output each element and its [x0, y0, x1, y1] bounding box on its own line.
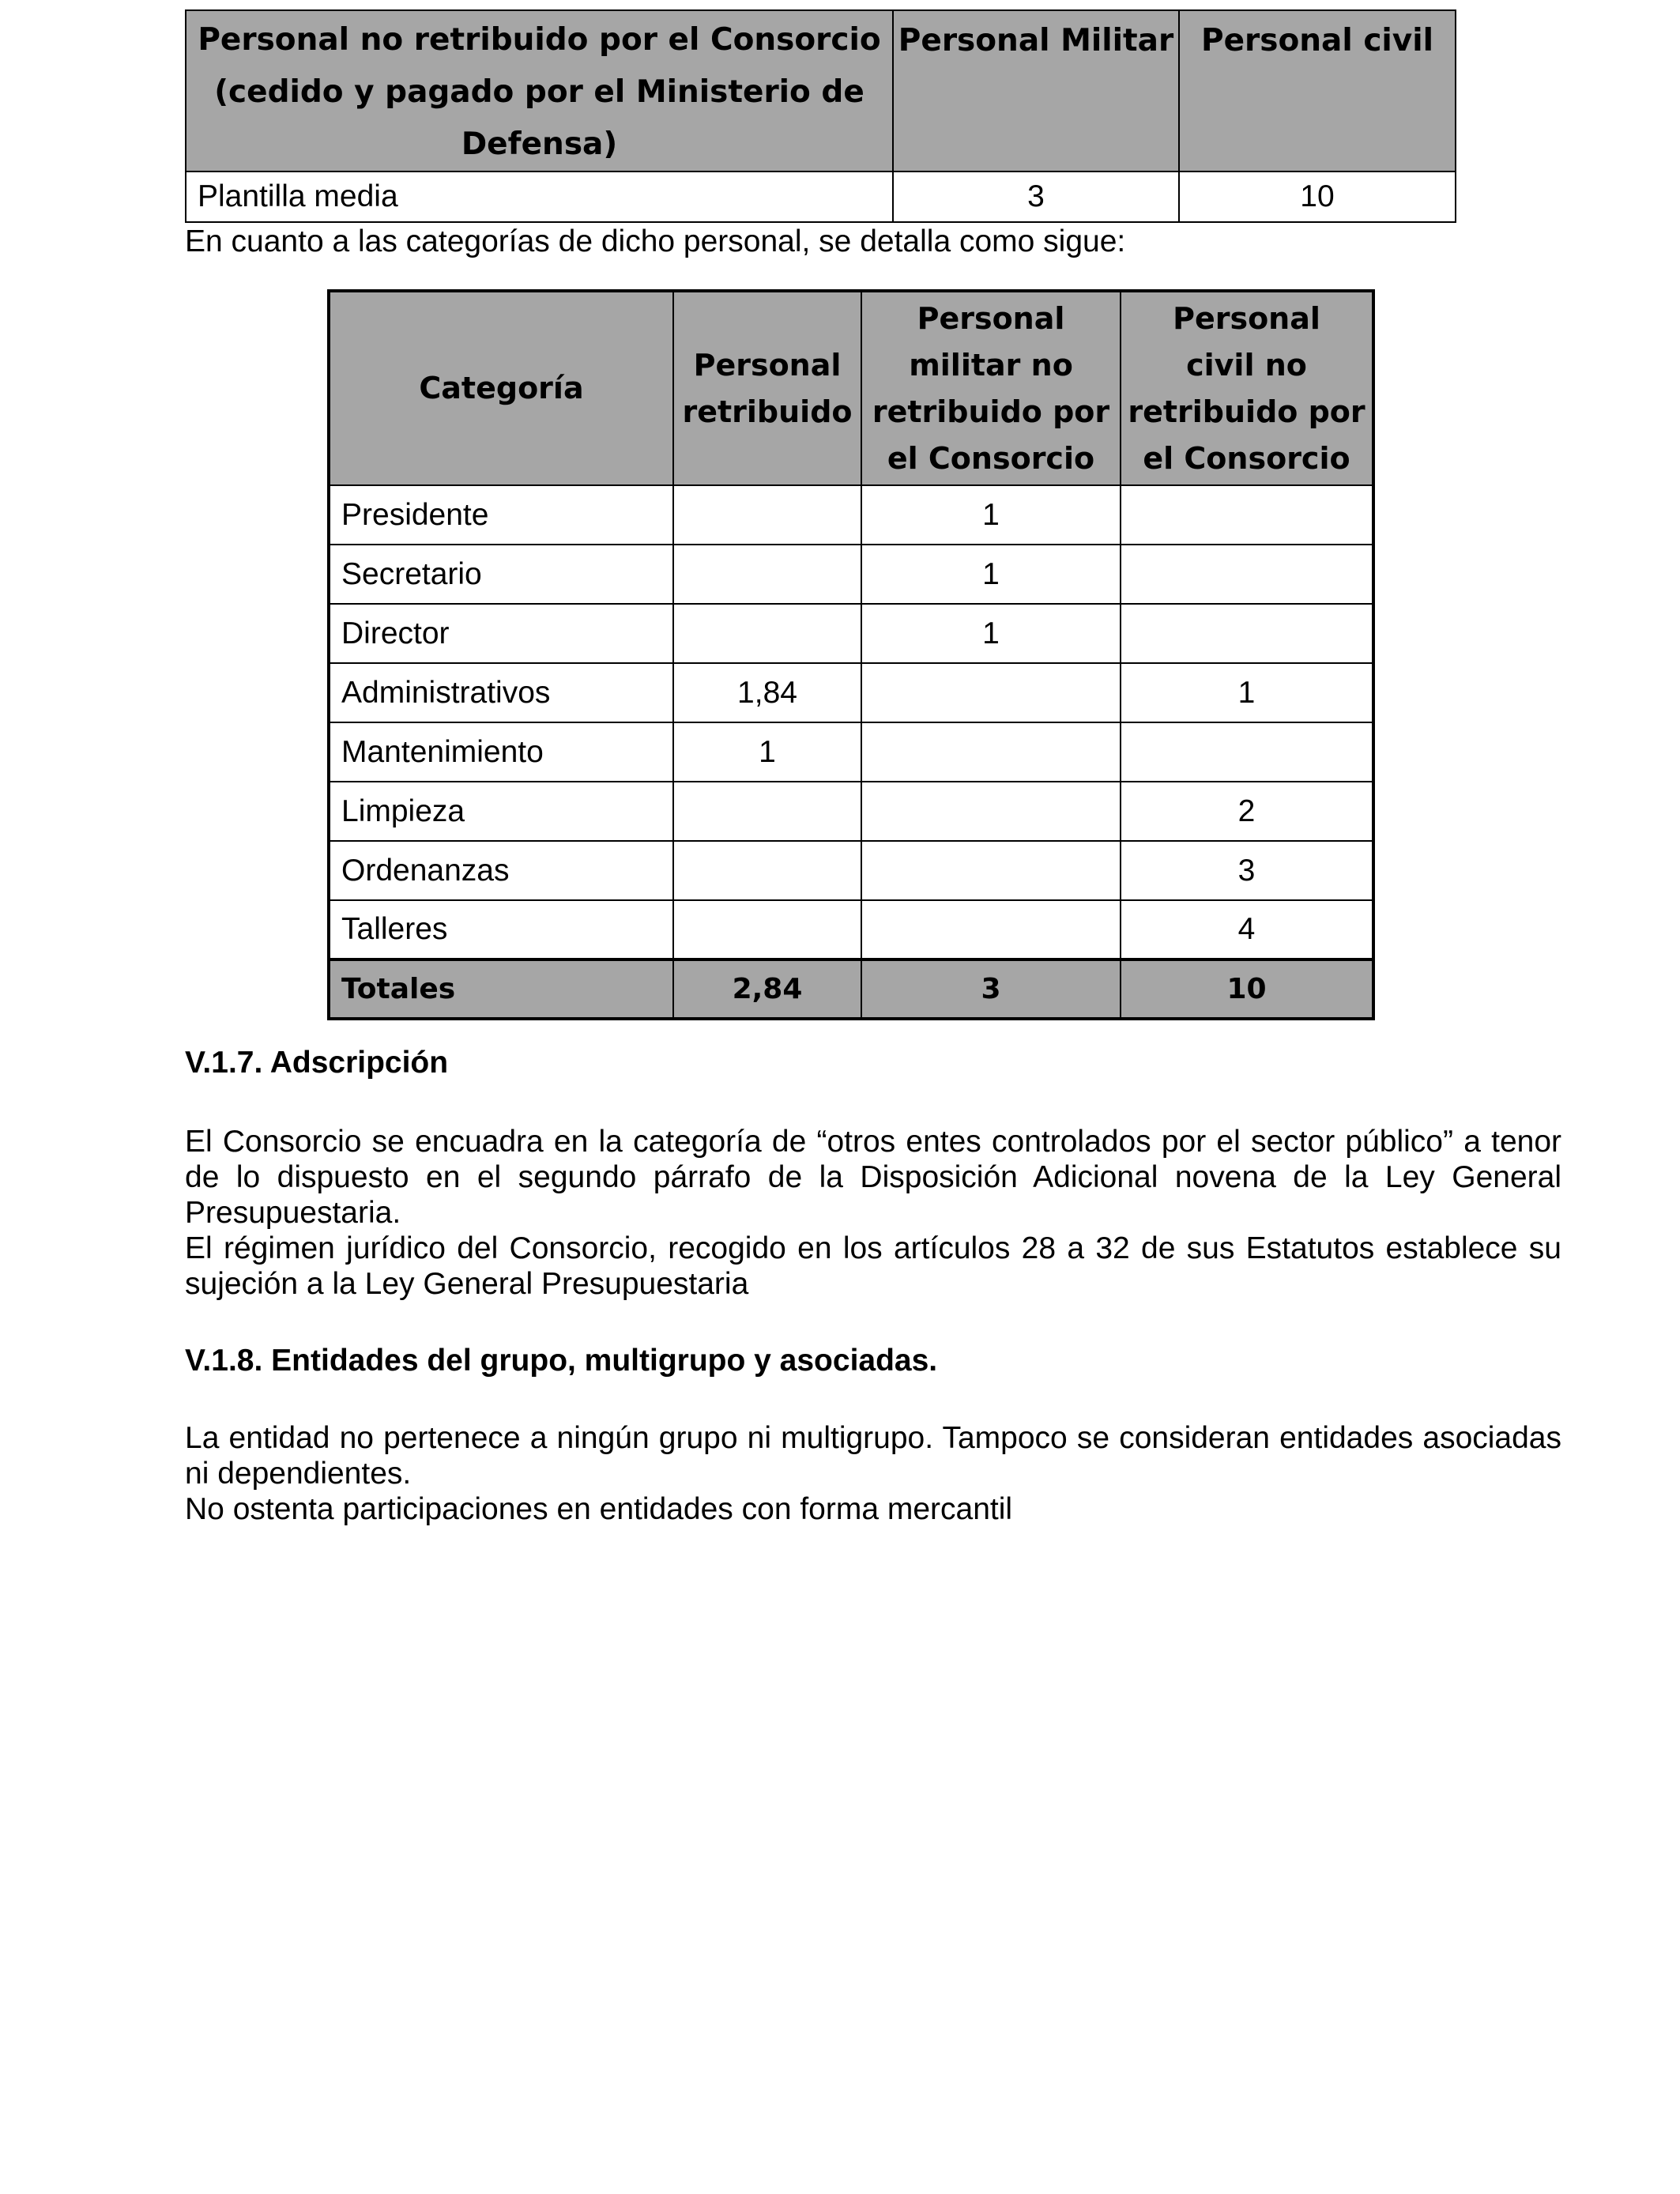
cell-civil [1121, 485, 1373, 545]
cell-categoria: Presidente [329, 485, 673, 545]
header-line: el Consorcio [887, 440, 1095, 476]
header-personal-civil: Personal civil [1179, 10, 1456, 172]
header-line: (cedido y pagado por el Ministerio de Defensa) [214, 74, 864, 162]
cell-militar [861, 722, 1121, 782]
header-line: Personal [693, 347, 842, 383]
cell-civil: 4 [1121, 900, 1373, 959]
header-personal-civil-no-retribuido [1121, 291, 1373, 485]
cell-civil: 3 [1121, 841, 1373, 900]
cell-retribuido [673, 841, 861, 900]
cell-categoria: Mantenimiento [329, 722, 673, 782]
cell-total-militar: 3 [861, 959, 1121, 1019]
paragraph-adscripcion [185, 1124, 1561, 1302]
paragraph-line: El régimen jurídico del Consorcio, recogido en los artículos 28 a 32 de sus Estatutos establece su [185, 1231, 1561, 1265]
cell-civil [1121, 604, 1373, 663]
paragraph-line: Presupuestaria. [185, 1196, 401, 1230]
table-row [329, 545, 1373, 604]
header-line: Personal [1173, 300, 1320, 336]
cell-militar [861, 663, 1121, 722]
paragraph-line: ni dependientes. [185, 1457, 412, 1491]
table-row [329, 722, 1373, 782]
cell-civil: 2 [1121, 782, 1373, 841]
header-personal-militar: Personal Militar [893, 10, 1179, 172]
paragraph-line: de lo dispuesto en el segundo párrafo de la Disposición Adicional novena de la Ley General [185, 1160, 1561, 1194]
categorias-table [327, 289, 1375, 1020]
table-row [329, 782, 1373, 841]
cell-retribuido [673, 545, 861, 604]
header-line: civil no [1186, 347, 1307, 383]
header-line: Personal [917, 300, 1065, 336]
section-heading-entidades: V.1.8. Entidades del grupo, multigrupo y asociadas. [185, 1344, 938, 1378]
cell-militar: 1 [861, 485, 1121, 545]
table-row [186, 172, 1456, 222]
cell-militar [861, 782, 1121, 841]
cell-civil [1121, 545, 1373, 604]
header-line: militar no [909, 347, 1073, 383]
cell-total-retribuido: 2,84 [673, 959, 861, 1019]
table-row [329, 485, 1373, 545]
cell-militar [861, 900, 1121, 959]
cell-civil [1121, 722, 1373, 782]
cell-categoria: Secretario [329, 545, 673, 604]
table-header-row [186, 10, 1456, 172]
cell-retribuido [673, 782, 861, 841]
cell-militar [861, 841, 1121, 900]
paragraph-entidades [185, 1420, 1561, 1527]
header-line: retribuido por [872, 394, 1110, 429]
paragraph-line: sujeción a la Ley General Presupuestaria [185, 1267, 749, 1301]
cell-categoria: Ordenanzas [329, 841, 673, 900]
row-label: Plantilla media [186, 172, 893, 222]
header-personal-militar-no-retribuido [861, 291, 1121, 485]
cell-militar: 1 [861, 545, 1121, 604]
header-line: retribuido [682, 394, 853, 429]
paragraph-line: La entidad no pertenece a ningún grupo ni multigrupo. Tampoco se consideran entidades asociadas [185, 1421, 1561, 1455]
cell-categoria: Limpieza [329, 782, 673, 841]
table-row [329, 604, 1373, 663]
cell-retribuido [673, 900, 861, 959]
cell-categoria: Administrativos [329, 663, 673, 722]
header-personal-no-retribuido [186, 10, 893, 172]
cell-civil: 10 [1179, 172, 1456, 222]
intro-text: En cuanto a las categorías de dicho personal, se detalla como sigue: [185, 224, 1126, 258]
section-heading-adscripcion: V.1.7. Adscripción [185, 1046, 449, 1080]
cell-militar: 1 [861, 604, 1121, 663]
cell-retribuido: 1,84 [673, 663, 861, 722]
header-personal-retribuido [673, 291, 861, 485]
table-header-row [329, 291, 1373, 485]
plantilla-media-table [185, 9, 1456, 223]
cell-categoria: Talleres [329, 900, 673, 959]
header-line: el Consorcio [1143, 440, 1350, 476]
cell-total-civil: 10 [1121, 959, 1373, 1019]
paragraph-line: No ostenta participaciones en entidades con forma mercantil [185, 1492, 1013, 1526]
header-categoria: Categoría [329, 291, 673, 485]
cell-militar: 3 [893, 172, 1179, 222]
header-line: retribuido por [1128, 394, 1365, 429]
cell-retribuido [673, 485, 861, 545]
paragraph-line: El Consorcio se encuadra en la categoría de “otros entes controlados por el sector público” a tenor [185, 1125, 1561, 1159]
cell-totales-label: Totales [329, 959, 673, 1019]
cell-retribuido: 1 [673, 722, 861, 782]
cell-categoria: Director [329, 604, 673, 663]
cell-civil: 1 [1121, 663, 1373, 722]
table-row [329, 841, 1373, 900]
totals-row [329, 959, 1373, 1019]
table-row [329, 663, 1373, 722]
cell-retribuido [673, 604, 861, 663]
table-row [329, 900, 1373, 959]
header-line: Personal no retribuido por el Consorcio [198, 22, 881, 58]
